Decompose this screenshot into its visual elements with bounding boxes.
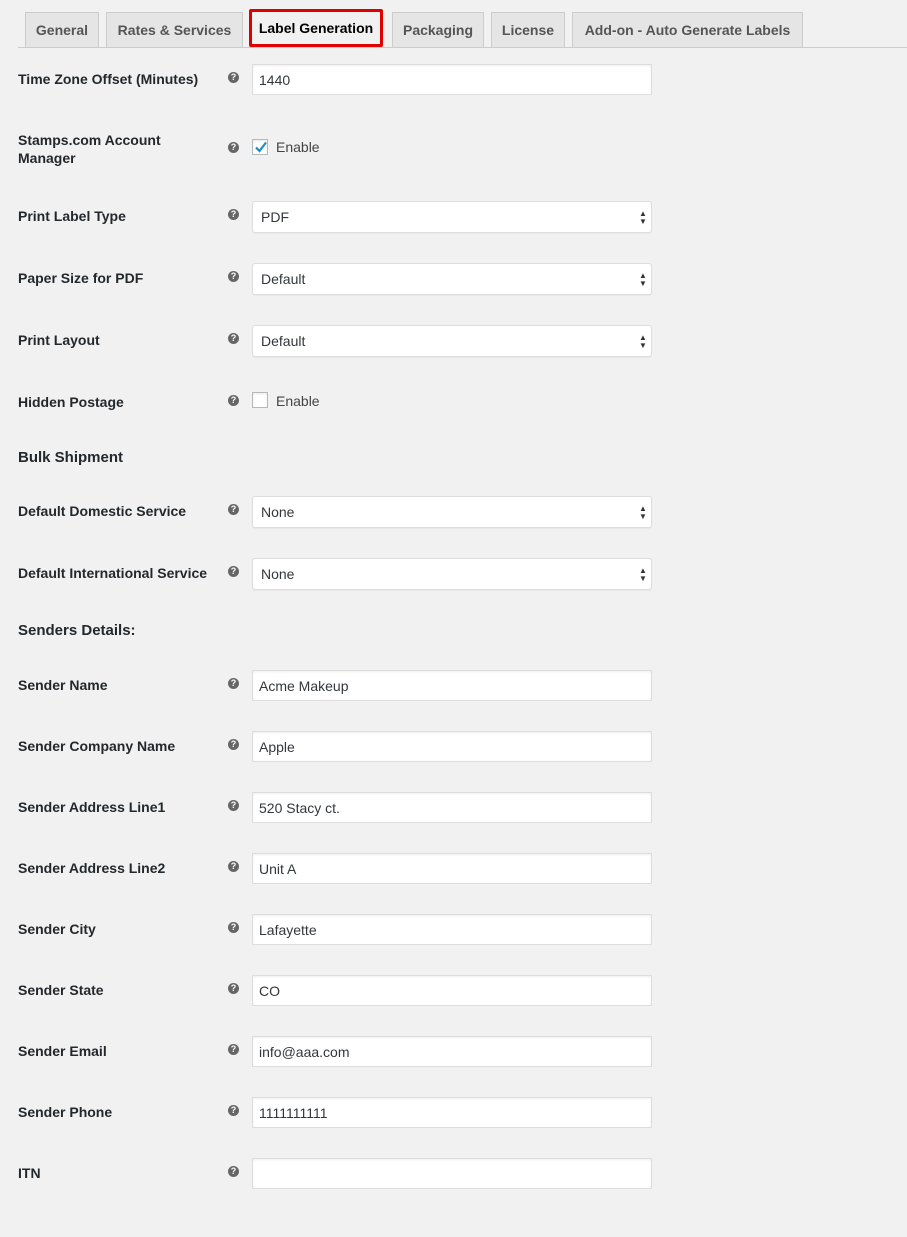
help-icon[interactable]: ? <box>228 72 239 83</box>
print-label-type-label: Print Label Type <box>18 208 126 224</box>
paper-size-label: Paper Size for PDF <box>18 270 144 286</box>
sender-company-input[interactable] <box>252 731 652 762</box>
help-icon[interactable]: ? <box>228 333 239 344</box>
checkmark-icon <box>254 140 268 154</box>
tab-rates-services[interactable] <box>106 12 243 47</box>
help-icon[interactable]: ? <box>228 566 239 577</box>
hidden-postage-enable-label: Enable <box>276 393 320 409</box>
sender-phone-input[interactable] <box>252 1097 652 1128</box>
settings-tab-bar <box>0 0 907 48</box>
tab-packaging-label: Packaging <box>402 22 474 38</box>
tab-addon-label: Add-on - Auto Generate Labels <box>584 22 791 38</box>
itn-label: ITN <box>18 1165 41 1181</box>
tab-addon-auto-generate-labels[interactable] <box>572 12 803 47</box>
account-manager-label-line1: Stamps.com Account <box>18 132 161 148</box>
help-icon[interactable]: ? <box>228 504 239 515</box>
paper-size-select[interactable] <box>252 263 652 295</box>
help-icon[interactable]: ? <box>228 922 239 933</box>
sender-address2-label: Sender Address Line2 <box>18 860 166 876</box>
sender-email-label: Sender Email <box>18 1043 107 1059</box>
print-label-type-value: PDF <box>261 209 289 225</box>
tab-rates-services-label: Rates & Services <box>117 22 232 38</box>
account-manager-checkbox[interactable] <box>252 139 268 155</box>
sender-email-input[interactable] <box>252 1036 652 1067</box>
sender-address2-input[interactable] <box>252 853 652 884</box>
hidden-postage-checkbox[interactable] <box>252 392 268 408</box>
bulk-shipment-heading: Bulk Shipment <box>18 449 124 466</box>
tab-packaging[interactable] <box>392 12 484 47</box>
print-layout-value: Default <box>261 333 306 349</box>
account-manager-label <box>18 131 218 167</box>
help-icon[interactable]: ? <box>228 678 239 689</box>
sender-city-label: Sender City <box>18 921 96 937</box>
select-arrows-icon: ▲ ▼ <box>639 209 647 226</box>
senders-details-heading: Senders Details: <box>18 622 136 639</box>
help-icon[interactable]: ? <box>228 271 239 282</box>
sender-phone-label: Sender Phone <box>18 1104 113 1120</box>
sender-name-label: Sender Name <box>18 677 108 693</box>
tab-license[interactable] <box>491 12 565 47</box>
print-layout-select[interactable] <box>252 325 652 357</box>
help-icon[interactable]: ? <box>228 1166 239 1177</box>
help-icon[interactable]: ? <box>228 142 239 153</box>
international-service-value: None <box>261 566 295 582</box>
help-icon[interactable]: ? <box>228 1105 239 1116</box>
tab-general[interactable] <box>25 12 99 47</box>
tab-bar-divider <box>18 47 907 48</box>
international-service-label: Default International Service <box>18 565 208 581</box>
domestic-service-label: Default Domestic Service <box>18 503 187 519</box>
sender-company-label: Sender Company Name <box>18 738 176 754</box>
select-arrows-icon: ▲ ▼ <box>639 566 647 583</box>
paper-size-value: Default <box>261 271 306 287</box>
tab-label-generation-label: Label Generation <box>258 20 374 36</box>
domestic-service-select[interactable] <box>252 496 652 528</box>
sender-name-input[interactable] <box>252 670 652 701</box>
select-arrows-icon: ▲ ▼ <box>639 271 647 288</box>
tab-label-generation[interactable] <box>249 9 383 47</box>
help-icon[interactable]: ? <box>228 395 239 406</box>
itn-input[interactable] <box>252 1158 652 1189</box>
help-icon[interactable]: ? <box>228 1044 239 1055</box>
tab-license-label: License <box>501 22 555 38</box>
help-icon[interactable]: ? <box>228 983 239 994</box>
account-manager-enable-label: Enable <box>276 139 320 155</box>
select-arrows-icon: ▲ ▼ <box>639 504 647 521</box>
sender-address1-input[interactable] <box>252 792 652 823</box>
sender-state-label: Sender State <box>18 982 104 998</box>
hidden-postage-label: Hidden Postage <box>18 394 124 410</box>
sender-city-input[interactable] <box>252 914 652 945</box>
select-arrows-icon: ▲ ▼ <box>639 333 647 350</box>
international-service-select[interactable] <box>252 558 652 590</box>
timezone-offset-input[interactable] <box>252 64 652 95</box>
print-layout-label: Print Layout <box>18 332 100 348</box>
print-label-type-select[interactable] <box>252 201 652 233</box>
sender-state-input[interactable] <box>252 975 652 1006</box>
help-icon[interactable]: ? <box>228 800 239 811</box>
sender-address1-label: Sender Address Line1 <box>18 799 166 815</box>
account-manager-label-line2: Manager <box>18 150 76 166</box>
tab-general-label: General <box>35 22 89 38</box>
help-icon[interactable]: ? <box>228 861 239 872</box>
help-icon[interactable]: ? <box>228 739 239 750</box>
help-icon[interactable]: ? <box>228 209 239 220</box>
domestic-service-value: None <box>261 504 295 520</box>
timezone-offset-label: Time Zone Offset (Minutes) <box>18 71 199 87</box>
